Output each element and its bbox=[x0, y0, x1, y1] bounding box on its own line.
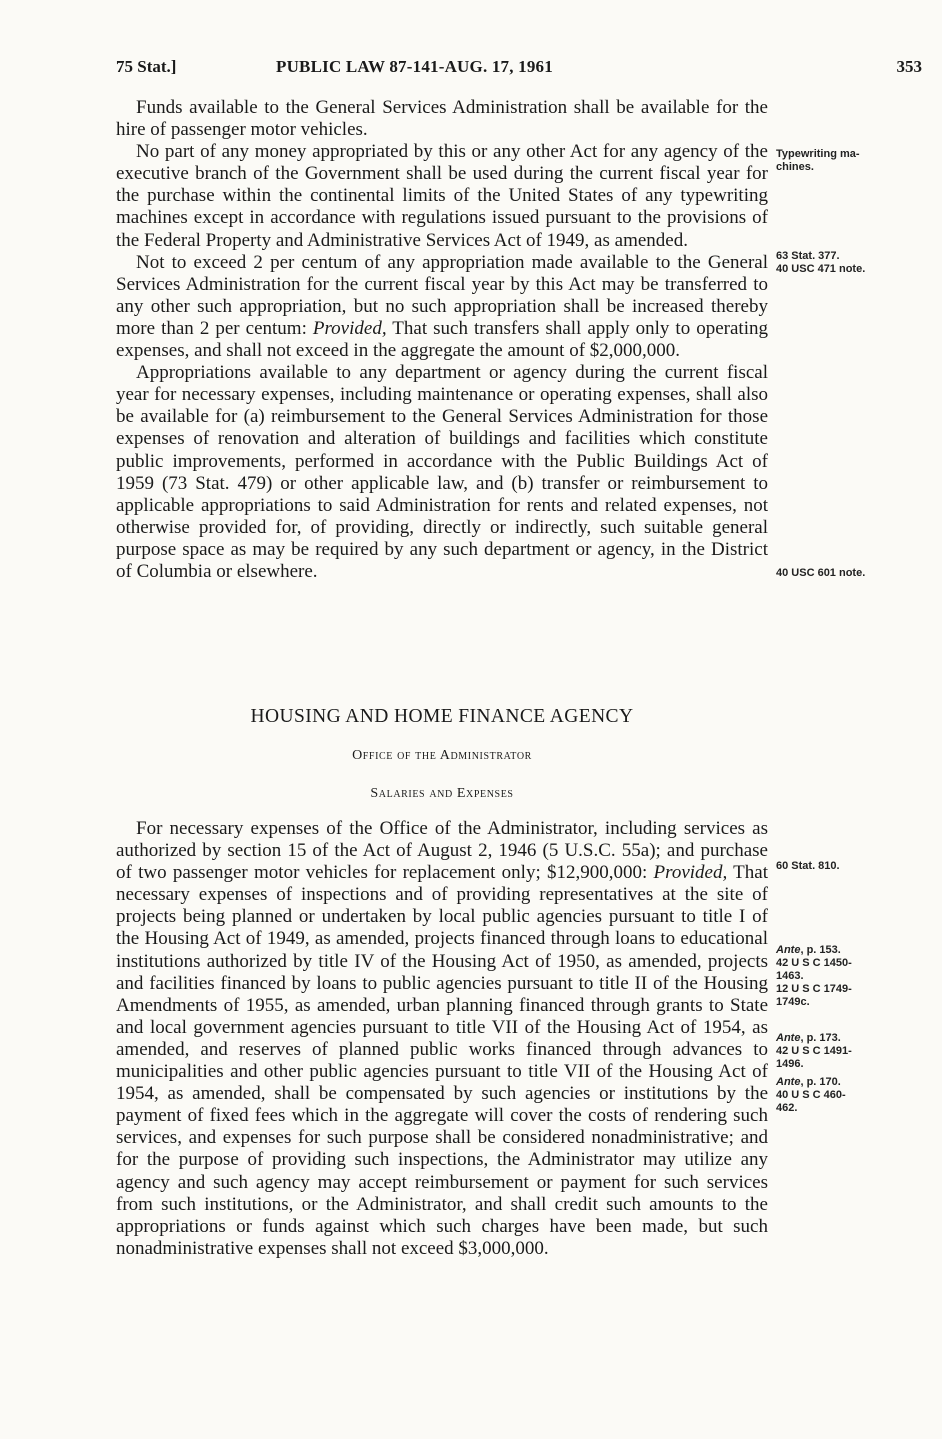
paragraph-text: That such transfers shall apply only to operating expenses, and shall not exceed in the aggregate the amount of $2,000,000. bbox=[116, 317, 768, 362]
provided-proviso: Provided, bbox=[653, 862, 728, 884]
margin-note-ante-173 bbox=[776, 1032, 926, 1071]
ante-label: Ante bbox=[776, 1076, 801, 1088]
margin-note-63-stat-377: 63 Stat. 377. 40 USC 471 note. bbox=[776, 250, 866, 275]
ante-label: Ante bbox=[776, 1032, 801, 1044]
paragraph-typewriting-machines: No part of any money appropriated by this or any other Act for any agency of the executive branch of the Government shall be used during the current fiscal year for the purchase within the continental limits of the United States of any typewriting machines except in accordance with regulations issued pursuant to the provisions of the Federal Property and Administrative Services Act of 1949, as amended. bbox=[116, 141, 768, 251]
running-header bbox=[116, 57, 922, 83]
citation-text: , p. 173. 42 U S C 1491- 1496. bbox=[776, 1032, 852, 1070]
law-title: PUBLIC LAW 87-141-AUG. 17, 1961 bbox=[276, 57, 553, 76]
margin-note-60-stat-810: 60 Stat. 810. bbox=[776, 860, 840, 872]
margin-note-ante-170 bbox=[776, 1076, 926, 1115]
paragraph-text: Not to exceed 2 per centum of any appropriation made available to the General Services Administration for the current fiscal year by this Act may be transferred to any other such appropriation, but no such appropriation shall be increased thereby more than 2 per centum: bbox=[116, 251, 768, 339]
paragraph-reimbursement: Appropriations available to any department or agency during the current fiscal year for necessary expenses, including maintenance or operating expenses, shall also be available for (a) reimbursement to the General Services Administration for those expenses of renovation and alteration of buildings and facilities which constitute public improvements, performed in accordance with the Public Buildings Act of 1959 (73 Stat. 479) or other applicable law, and (b) transfer or reimbursement to applicable appropriations to said Administration for rents and related expenses, not otherwise provided for, of providing, directly or indirectly, such suitable general purpose space as may be required by any such department or agency, in the District of Columbia or elsewhere. bbox=[116, 362, 768, 582]
provided-proviso: Provided, bbox=[312, 317, 387, 339]
text-block-lower bbox=[116, 818, 768, 1260]
text-block-upper bbox=[116, 97, 768, 583]
agency-heading: HOUSING AND HOME FINANCE AGENCY bbox=[250, 706, 634, 727]
office-heading: Office of the Administrator bbox=[352, 748, 532, 763]
ante-label: Ante bbox=[776, 944, 801, 956]
margin-note-40-usc-601: 40 USC 601 note. bbox=[776, 567, 866, 579]
paragraph-passenger-vehicles: Funds available to the General Services Administration shall be available for the hire of passenger motor vehicles. bbox=[116, 97, 768, 141]
citation-text: , p. 170. 40 U S C 460- 462. bbox=[776, 1076, 846, 1114]
stat-reference: 75 Stat.] bbox=[116, 57, 177, 76]
margin-note-typewriting: Typewriting ma- chines. bbox=[776, 148, 860, 173]
margin-note-ante-153 bbox=[776, 944, 926, 1009]
paragraph-transfer-limit bbox=[116, 252, 768, 362]
paragraph-text: That necessary expenses of inspections and of providing representatives at the site of projects being planned or undertaken by local public agencies pursuant to title I of the Housing Act of 1949, as amended, projects financed through loans to educational institutions authorized by title IV of the Housing Act of 1950, as amended, projects and facilities financed by loans to public agencies pursuant to title II of the Housing Amendments of 1955, as amended, urban planning financed through grants to State and local government agencies pursuant to title VII of the Housing Act of 1954, as amended, and reserves of planned public works financed through advances to municipalities and other public agencies pursuant to title VII of the Housing Act of 1954, as amended, shall be compensated by such agencies or institutions by the payment of fixed fees which in the aggregate will cover the costs of rendering such services, and expenses for such purpose shall be considered nonadministrative; and for the purpose of providing such inspections, the Administrator may utilize any agency and such agency may accept reimbursement or payment for such services from such institutions, or the Administrator, and shall credit such amounts to the appropriations or funds against which such charges have been made, but such nonadministrative expenses shall not exceed $3,000,000. bbox=[116, 862, 768, 1259]
paragraph-text: For necessary expenses of the Office of the Administrator, including services as authorized by section 15 of the Act of August 2, 1946 (5 U.S.C. 55a); and purchase of two passenger motor vehicles for replacement only; $12,900,000: bbox=[116, 818, 768, 884]
paragraph-office-expenses bbox=[116, 818, 768, 1260]
salaries-subheading: Salaries and Expenses bbox=[370, 786, 514, 801]
citation-text: , p. 153. 42 U S C 1450- 1463. 12 U S C 1749- 1749c. bbox=[776, 944, 852, 1008]
page-number: 353 bbox=[896, 57, 922, 76]
